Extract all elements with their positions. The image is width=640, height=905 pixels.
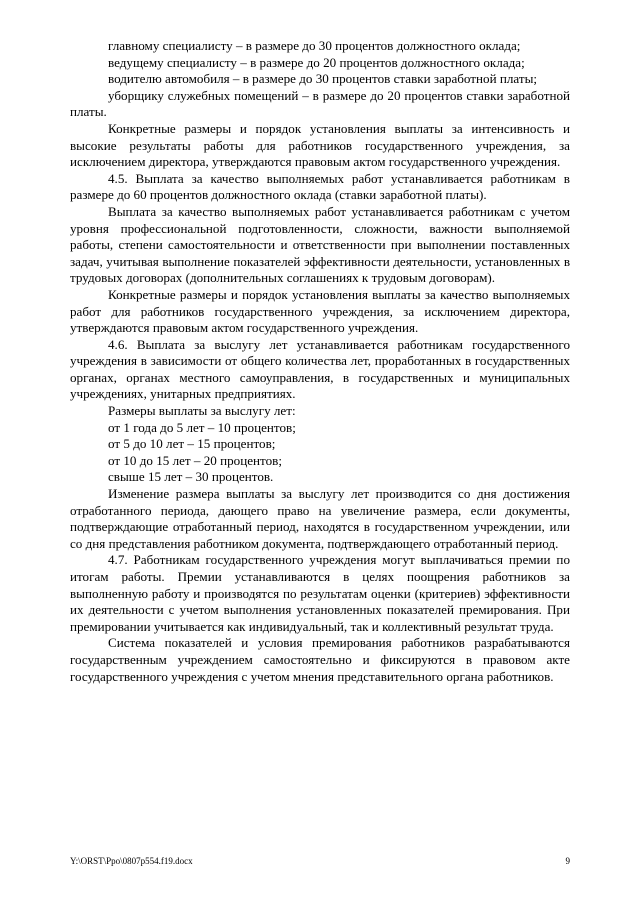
paragraph: главному специалисту – в размере до 30 процентов должностного оклада;: [108, 38, 521, 53]
list-heading: Размеры выплаты за выслугу лет:: [108, 403, 296, 419]
paragraph: Изменение размера выплаты за выслугу лет производится со дня достижения отработанного периода, дающего право на увеличение размера, если документы, подтверждающие отработанный период, находятся в государственном учреждении, или со дня представления работником документа, подтверждающего отработанный период.: [70, 486, 570, 551]
page-number: 9: [565, 856, 570, 866]
paragraph: Конкретные размеры и порядок установления выплаты за качество выполняемых работ для работников государственного учреждения, за исключением директора, утверждаются правовым актом государственного учреждения.: [70, 286, 570, 336]
paragraph: уборщику служебных помещений – в размере до 20 процентов ставки заработной платы.: [70, 87, 570, 120]
list-item: от 10 до 15 лет – 20 процентов;: [108, 452, 282, 468]
section-paragraph-4-7: 4.7. Работникам государственного учреждения могут выплачиваться премии по итогам работы. Премии устанавливаются в целях поощрения работников за выполненную работу и производятся по результатам оценки (критериев) эффективности их деятельности с учетом выполнения установленных показателей премирования. При премировании учитывается как индивидуальный, так и коллективный результат труда.: [70, 552, 570, 634]
file-path: Y:\ORST\Ppo\0807p554.f19.docx: [70, 856, 193, 866]
section-paragraph-4-5: 4.5. Выплата за качество выполняемых работ устанавливается работникам в размере до 60 процентов должностного оклада (ставки заработной платы).: [70, 170, 570, 203]
paragraph: ведущему специалисту – в размере до 20 процентов должностного оклада;: [108, 54, 525, 70]
section-paragraph-4-6: 4.6. Выплата за выслугу лет устанавливается работникам государственного учреждения в зависимости от общего количества лет, проработанных в государственных органах, органах местного самоуправления, в государственных и муниципальных учреждениях, унитарных предприятиях.: [70, 336, 570, 402]
list-item: от 1 года до 5 лет – 10 процентов;: [108, 419, 296, 435]
paragraph: водителю автомобиля – в размере до 30 процентов ставки заработной платы;: [108, 71, 538, 87]
list-item: свыше 15 лет – 30 процентов.: [108, 469, 274, 485]
list-item: от 5 до 10 лет – 15 процентов;: [108, 436, 276, 452]
document-body: [70, 38, 570, 685]
paragraph: Выплата за качество выполняемых работ устанавливается работникам с учетом уровня профессиональной подготовленности, сложности, важности выполняемой работы, степени самостоятельности и ответственности при выполнении поставленных задач, учитывая выполнение показателей эффективности деятельности, установленных в трудовых договорах (дополнительных соглашениях к трудовым договорам).: [70, 203, 570, 286]
paragraph: Система показателей и условия премирования работников разрабатываются государственным учреждением самостоятельно и фиксируются в правовом акте государственного учреждения с учетом мнения представительного органа работников.: [70, 635, 570, 684]
paragraph: Конкретные размеры и порядок установления выплаты за интенсивность и высокие результаты работы для работников государственного учреждения, за исключением директора, утверждаются правовым актом государственного учреждения.: [70, 120, 570, 170]
